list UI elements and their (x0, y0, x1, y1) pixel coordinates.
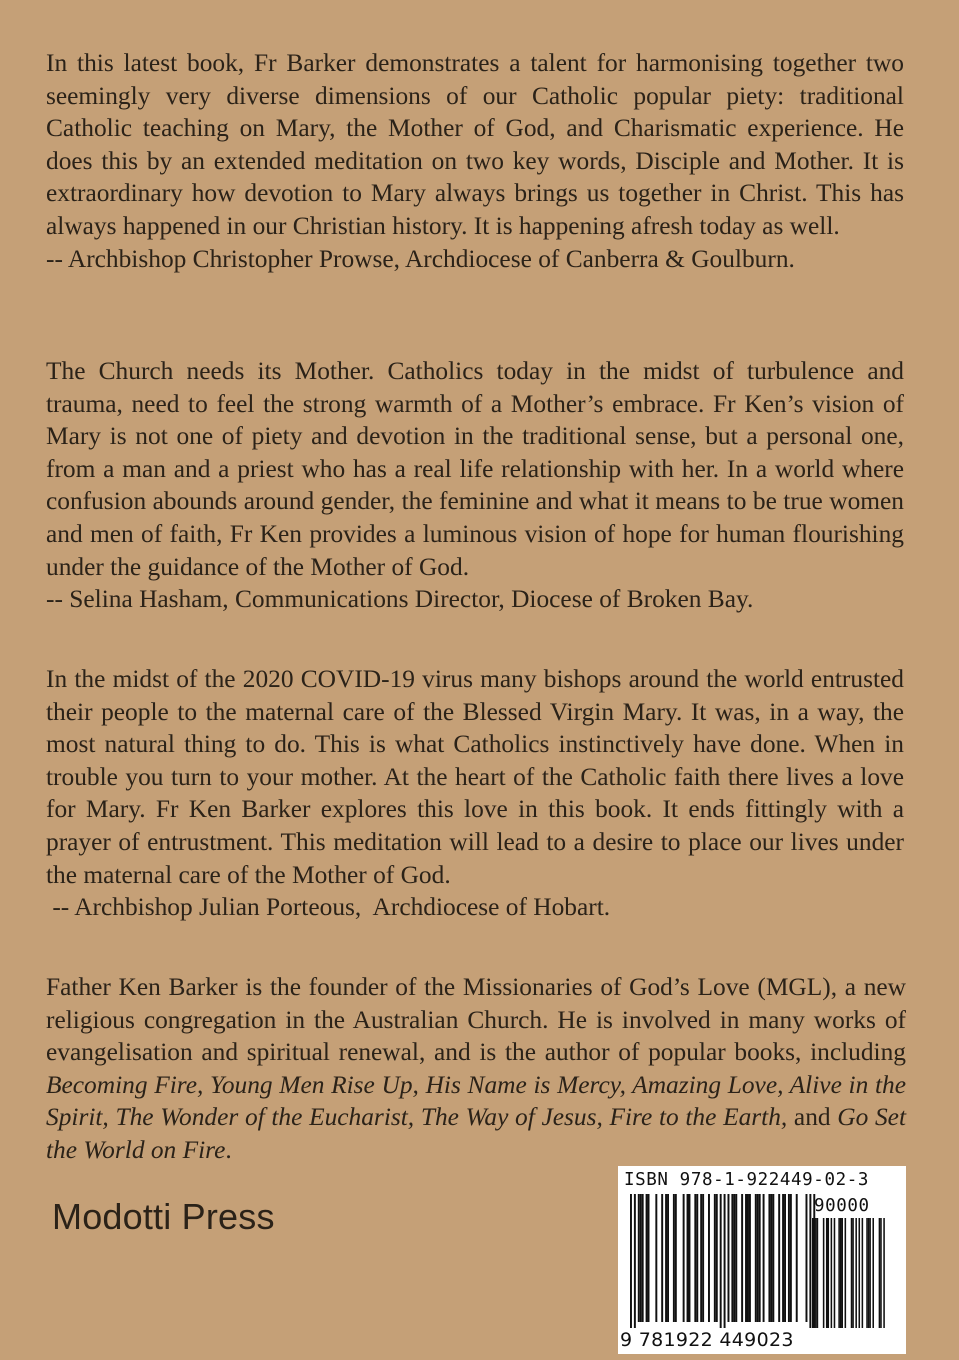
barcode-bar (720, 1194, 722, 1328)
barcode-bar (724, 1194, 726, 1328)
barcode-bar (675, 1194, 677, 1322)
barcode-bar (790, 1194, 792, 1322)
author-bio-text (46, 971, 906, 1167)
barcode-bar (796, 1194, 798, 1322)
addon-bars (812, 1218, 885, 1328)
barcode-bar (749, 1194, 751, 1322)
bio-connector: and (787, 1103, 838, 1132)
barcode-bar (689, 1194, 691, 1322)
barcode-bar (655, 1194, 657, 1322)
barcode-bar (638, 1194, 640, 1322)
addon-bar (883, 1218, 885, 1328)
barcode-bar (667, 1194, 669, 1322)
addon-bar (823, 1218, 825, 1328)
addon-bar (869, 1218, 871, 1328)
barcode-bar (806, 1194, 808, 1322)
addon-bar (840, 1218, 842, 1328)
barcode-bar (700, 1194, 702, 1322)
endorsement-prowse (46, 47, 904, 275)
barcode-bar (673, 1194, 675, 1322)
addon-bar (828, 1218, 830, 1328)
addon-bar (812, 1218, 814, 1328)
endorsement-text: In this latest book, Fr Barker demonstrates a talent for harmonising together two seemingly very diverse dimensions of our Catholic popular piety: traditional Catholic teaching on Mary, the Mother of God, and Charismatic experience. He does this by an extended meditation on two key words, Disciple and Mother. It is extraordinary how devotion to Mary always brings us together in Christ. This has always happened in our Christian history. It is happening afresh today as well. (46, 49, 904, 240)
addon-bar (838, 1218, 840, 1328)
barcode-bar (772, 1194, 774, 1322)
bio-intro: Father Ken Barker is the founder of the Missionaries of God’s Love (MGL), a new religious congregation in the Australian Church. He is involved in many works of evangelisation and spiritual renewal, and is the author of popular books, including (46, 973, 906, 1067)
barcode-bars (618, 1166, 906, 1354)
isbn-barcode (618, 1166, 906, 1354)
barcode-bar (784, 1194, 786, 1322)
barcode-bar (714, 1194, 716, 1322)
endorsement-text: In the midst of the 2020 COVID-19 virus many bishops around the world entrusted their people to the maternal care of the Blessed Virgin Mary. It was, in a way, the most natural thing to do. This is what Catholics instinctively have done. When in trouble you turn to your mother. At the heart of the Catholic faith there lives a love for Mary. Fr Ken Barker explores this love in this book. It ends fittingly with a prayer of entrustment. This meditation will lead to a desire to place our lives under the maternal care of the Mother of God. (46, 665, 904, 889)
addon-bar (880, 1218, 882, 1328)
endorsement-attribution: -- Archbishop Julian Porteous, Archdiocese of Hobart. (46, 893, 611, 922)
addon-bar (845, 1218, 847, 1328)
barcode-bar (661, 1194, 663, 1322)
barcode-bar (809, 1194, 811, 1328)
endorsement-text: The Church needs its Mother. Catholics today in the midst of turbulence and trauma, need to feel the strong warmth of a Mother’s embrace. Fr Ken’s vision of Mary is not one of piety and devotion in the traditional sense, but a personal one, from a man and a priest who has a real life relationship with her. In a world where confusion abounds around gender, the feminine and what it means to be true women and men of faith, Fr Ken provides a luminous vision of hope for human flourishing under the guidance of the Mother of God. (46, 357, 904, 581)
barcode-bar (640, 1194, 642, 1322)
addon-bar (852, 1218, 854, 1328)
addon-bar (841, 1218, 843, 1328)
addon-bar (834, 1218, 836, 1328)
barcode-bar (768, 1194, 770, 1322)
barcode-bar (648, 1194, 650, 1322)
barcode-bar (755, 1194, 757, 1322)
publisher-logo: Modotti Press (52, 1196, 275, 1237)
addon-bar (868, 1218, 870, 1328)
barcode-digits: 9 781922 449023 (620, 1329, 794, 1351)
barcode-bar (708, 1194, 710, 1322)
endorsement-attribution: -- Archbishop Christopher Prowse, Archdiocese of Canberra & Goulburn. (46, 244, 795, 273)
bio-end: . (225, 1135, 232, 1164)
barcode-bar (642, 1194, 644, 1322)
ean13-bars (630, 1194, 815, 1328)
barcode-bar (696, 1194, 698, 1322)
barcode-bar (778, 1194, 780, 1322)
barcode-bar (665, 1194, 667, 1322)
barcode-bar (731, 1194, 733, 1322)
endorsement-hasham (46, 355, 904, 616)
bio-book-titles: Becoming Fire, Young Men Rise Up, His Name is Mercy, Amazing Love, Alive in the Spirit, The Wonder of the Eucharist, The Way of Jesus, Fire to the Earth, (46, 1070, 906, 1132)
endorsement-attribution: -- Selina Hasham, Communications Director, Diocese of Broken Bay. (46, 585, 754, 614)
barcode-bar (646, 1194, 648, 1322)
barcode-bar (716, 1194, 718, 1322)
addon-bar (879, 1218, 881, 1328)
addon-bar (815, 1218, 817, 1328)
addon-bar (866, 1218, 868, 1328)
barcode-bar (747, 1194, 749, 1322)
price-addon-digits: 90000 (814, 1196, 870, 1216)
addon-bar (859, 1218, 861, 1328)
bio-last-title: Go Set the World on Fire (46, 1103, 906, 1164)
barcode-bar (782, 1194, 784, 1322)
barcode-bar (728, 1194, 730, 1322)
barcode-bar (630, 1194, 632, 1328)
addon-bar (831, 1218, 833, 1328)
barcode-bar (694, 1194, 696, 1322)
addon-bar (872, 1218, 874, 1328)
barcode-bar (741, 1194, 743, 1322)
barcode-bar (770, 1194, 772, 1322)
barcode-bar (634, 1194, 636, 1328)
endorsement-porteous (46, 663, 904, 924)
barcode-bar (745, 1194, 747, 1322)
barcode-bar (759, 1194, 761, 1322)
addon-bar (817, 1218, 819, 1328)
barcode-bar (763, 1194, 765, 1322)
addon-bar (862, 1218, 864, 1328)
barcode-bar (757, 1194, 759, 1322)
isbn-label: ISBN 978-1-922449-02-3 (624, 1170, 869, 1190)
addon-bar (855, 1218, 857, 1328)
barcode-bar (683, 1194, 685, 1322)
addon-bar (851, 1218, 853, 1328)
barcode-bar (702, 1194, 704, 1322)
author-bio (46, 971, 906, 1167)
barcode-bar (788, 1194, 790, 1322)
barcode-bar (687, 1194, 689, 1322)
addon-bar (826, 1218, 828, 1328)
barcode-bar (735, 1194, 737, 1322)
barcode-bar (733, 1194, 735, 1322)
